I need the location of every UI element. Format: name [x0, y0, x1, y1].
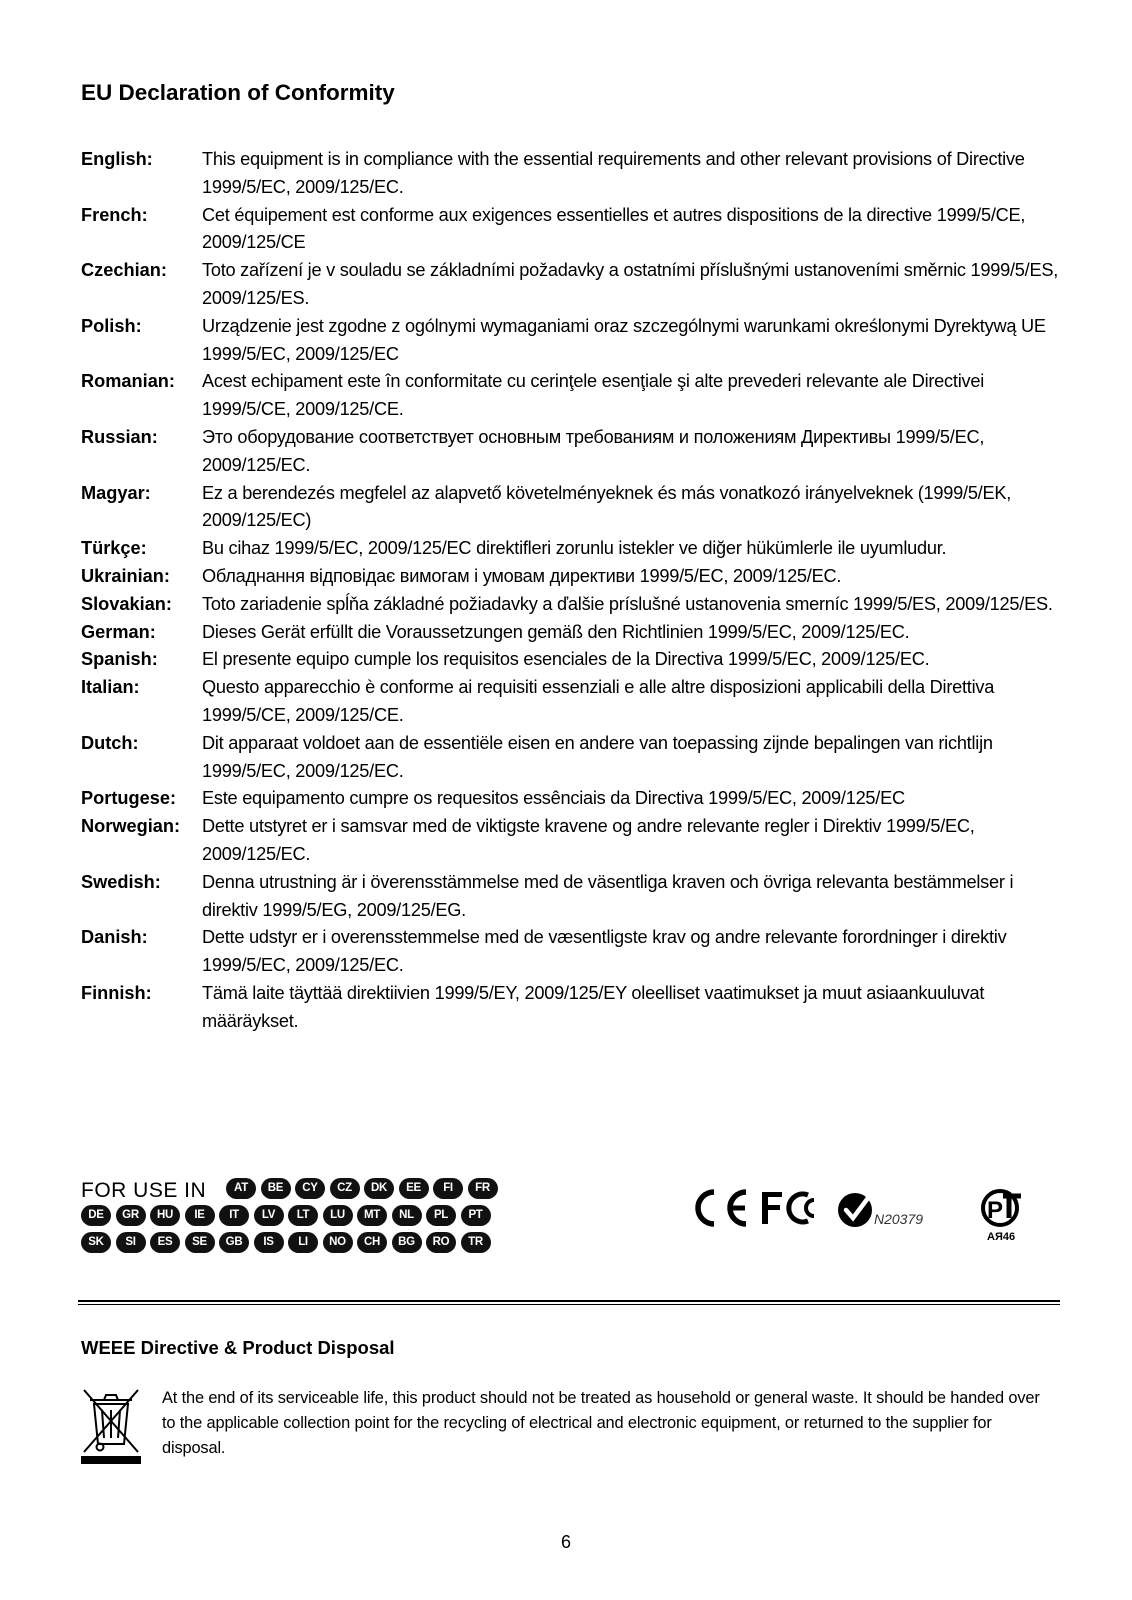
declaration-text: Toto zariadenie spĺňa základné požiadavky a ďalšie príslušné ustanovenia smerníc 1999/5/ES, 2009/125/ES. [202, 593, 1053, 614]
country-badge-se: SE [185, 1232, 215, 1253]
declaration-text: Acest echipament este în conformitate cu cerinţele esenţiale şi alte prevederi relevante ale Directivei 1999/5/CE, 2009/125/CE. [202, 371, 984, 420]
declaration-row [81, 730, 1061, 786]
declaration-text: Este equipamento cumpre os requesitos essênciais da Directiva 1999/5/EC, 2009/125/EC [202, 788, 905, 809]
ce-mark-icon [698, 1192, 746, 1224]
page-title: EU Declaration of Conformity [81, 80, 395, 105]
country-badge-es: ES [150, 1232, 180, 1253]
country-badge-at: AT [226, 1178, 256, 1199]
country-badge-pl: PL [426, 1205, 456, 1226]
declaration-text: Dieses Gerät erfüllt die Voraussetzungen gemäß den Richtlinien 1999/5/EC, 2009/125/EC. [202, 621, 910, 642]
page-number: 6 [560, 1532, 571, 1552]
country-badge-tr: TR [461, 1232, 491, 1253]
country-badge-nl: NL [392, 1205, 422, 1226]
declaration-row [81, 619, 1061, 647]
declaration-row [81, 646, 1061, 674]
svg-text:P: P [987, 1197, 1004, 1224]
country-badge-bg: BG [392, 1232, 422, 1253]
declaration-text: Tämä laite täyttää direktiivien 1999/5/EY, 2009/125/EY oleelliset vaatimukset ja muut asiaankuuluvat määräykset. [202, 982, 985, 1031]
declaration-text: Ez a berendezés megfelel az alapvető követelményeknek és más vonatkozó irányelveknek (1999/5/EK, 2009/125/EC) [202, 482, 1012, 531]
declaration-language: English: [81, 149, 153, 169]
declaration-language: French: [81, 204, 148, 225]
declaration-row [81, 146, 1061, 202]
divider-line-thin [78, 1304, 1060, 1305]
crossed-out-wheelie-bin-icon [80, 1386, 142, 1464]
declaration-text: This equipment is in compliance with the essential requirements and other relevant provisions of Directive 1999/5/EC, 2009/125/EC. [202, 149, 1025, 197]
declaration-text: Это оборудование соответствует основным требованиям и положениям Директивы 1999/5/EC, 2009/125/EC. [202, 426, 985, 475]
declaration-language: Portugese: [81, 788, 176, 809]
for-use-in-block [81, 1178, 541, 1258]
declaration-text: Dit apparaat voldoet aan de essentiële eisen en andere van toepassing zijnde bepalingen van richtlijn 1999/5/EC, 2009/125/EC. [202, 732, 993, 781]
country-badge-gb: GB [219, 1232, 249, 1253]
declaration-text: Bu cihaz 1999/5/EC, 2009/125/EC direktifleri zorunlu istekler ve diğer hükümlerle ile uyumludur. [202, 538, 947, 559]
country-badge-hu: HU [150, 1205, 180, 1226]
declaration-language: German: [81, 621, 156, 642]
declaration-row [81, 257, 1061, 313]
declaration-row [81, 480, 1061, 536]
declaration-text: Toto zařízení je v souladu se základními požadavky a ostatními příslušnými ustanoveními směrnic 1999/5/ES, 2009/125/ES. [202, 260, 1059, 308]
declaration-row [81, 785, 1061, 813]
declaration-row [81, 924, 1061, 980]
declaration-row [81, 313, 1061, 369]
declaration-language: Swedish: [81, 871, 161, 892]
declaration-text: Dette utstyret er i samsvar med de viktigste kravene og andre relevante regler i Direktiv 1999/5/EC, 2009/125/EC. [202, 816, 975, 864]
country-badge-is: IS [254, 1232, 284, 1253]
country-badge-lt: LT [288, 1205, 318, 1226]
declaration-language: Danish: [81, 927, 148, 948]
for-use-in-label: FOR USE IN [81, 1179, 207, 1202]
country-badge-ie: IE [185, 1205, 215, 1226]
country-badge-li: LI [288, 1232, 318, 1253]
country-badge-si: SI [116, 1232, 146, 1253]
country-badge-fr: FR [468, 1178, 498, 1199]
fcc-logo-icon [762, 1192, 814, 1224]
declaration-row [81, 591, 1061, 619]
declaration-language: Finnish: [81, 982, 152, 1003]
declaration-language: Türkçe: [81, 538, 147, 559]
divider-line [78, 1300, 1060, 1302]
declaration-row [81, 813, 1061, 869]
declaration-language: Russian: [81, 426, 158, 447]
declaration-text: Dette udstyr er i overensstemmelse med de væsentligste krav og andre relevante forordninger i direktiv 1999/5/EC, 2009/125/EC. [202, 927, 1007, 976]
declaration-row [81, 368, 1061, 424]
country-badge-gr: GR [116, 1205, 146, 1226]
c-tick-code: N20379 [874, 1211, 924, 1227]
declaration-language: Slovakian: [81, 593, 172, 614]
declaration-row [81, 869, 1061, 925]
certification-marks [690, 1188, 1050, 1258]
country-badge-lv: LV [254, 1205, 284, 1226]
country-badge-fi: FI [433, 1178, 463, 1199]
country-badge-ch: CH [357, 1232, 387, 1253]
country-badge-dk: DK [364, 1178, 394, 1199]
country-badge-cy: CY [295, 1178, 325, 1199]
gost-code: АЯ46 [987, 1231, 1016, 1243]
declaration-language: Italian: [81, 677, 140, 698]
country-badge-it: IT [219, 1205, 249, 1226]
country-badge-lu: LU [323, 1205, 353, 1226]
gost-r-icon [983, 1191, 1021, 1243]
declaration-row [81, 424, 1061, 480]
declaration-language: Dutch: [81, 732, 139, 753]
country-badge-mt: MT [357, 1205, 387, 1226]
declaration-row [81, 563, 1061, 591]
country-badge-pt: PT [461, 1205, 491, 1226]
declaration-row [81, 674, 1061, 730]
country-badge-be: BE [261, 1178, 291, 1199]
country-badge-cz: CZ [330, 1178, 360, 1199]
declaration-language: Ukrainian: [81, 565, 170, 586]
declaration-language: Polish: [81, 315, 142, 336]
declaration-text: El presente equipo cumple los requisitos esenciales de la Directiva 1999/5/EC, 2009/125/EC. [202, 649, 930, 670]
declaration-text: Denna utrustning är i överensstämmelse med de väsentliga kraven och övriga relevanta bestämmelser i direktiv 1999/5/EG, 2009/125/EG. [202, 871, 1014, 920]
country-badge-de: DE [81, 1205, 111, 1226]
c-tick-icon [838, 1193, 923, 1227]
country-badge-sk: SK [81, 1232, 111, 1253]
declaration-row [81, 535, 1061, 563]
country-badge-ee: EE [399, 1178, 429, 1199]
declaration-text: Urządzenie jest zgodne z ogólnymi wymaganiami oraz szczególnymi warunkami określonymi Dyrektywą UE 1999/5/EC, 2009/125/EC [202, 315, 1046, 364]
declaration-text: Questo apparecchio è conforme ai requisiti essenziali e alle altre disposizioni applicabili della Direttiva 1999/5/CE, 2009/125/CE. [202, 677, 995, 725]
declaration-language: Romanian: [81, 371, 175, 392]
declaration-language: Spanish: [81, 649, 158, 670]
weee-title: WEEE Directive & Product Disposal [81, 1337, 395, 1358]
declaration-language: Norwegian: [81, 816, 181, 837]
declaration-text: Cet équipement est conforme aux exigences essentielles et autres dispositions de la directive 1999/5/CE, 2009/125/CE [202, 204, 1026, 253]
declaration-row [81, 202, 1061, 258]
country-badge-no: NO [323, 1232, 353, 1253]
declaration-language: Magyar: [81, 482, 151, 503]
declaration-text: Обладнання відповідає вимогам і умовам директиви 1999/5/ЕС, 2009/125/EC. [202, 565, 842, 586]
country-badge-ro: RO [426, 1232, 456, 1253]
declaration-row [81, 980, 1061, 1036]
declaration-language: Czechian: [81, 260, 167, 281]
weee-text: At the end of its serviceable life, this product should not be treated as household or general waste. It should be handed over to the applicable collection point for the recycling of electrical and electronic equipment, or returned to the supplier for disposal. [162, 1389, 1040, 1457]
declaration-list [81, 146, 1061, 1036]
